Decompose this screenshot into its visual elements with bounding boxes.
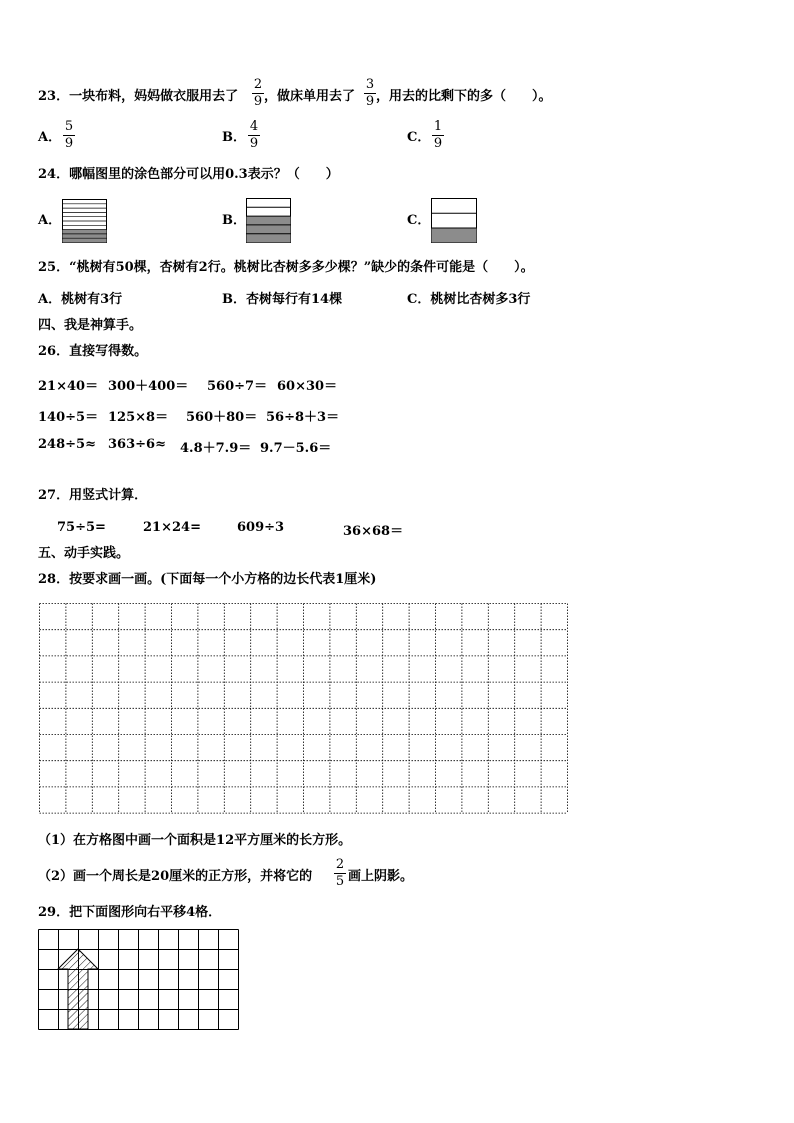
q27-item: 75÷5=: [57, 520, 106, 535]
q23-option-a-denominator: 9: [64, 136, 74, 151]
q23-stem-part1: 23．一块布料，妈妈做衣服用去了: [38, 89, 239, 104]
q26-item: 21×40＝: [38, 379, 99, 394]
q28-task-2-part2: 画上阴影。: [348, 869, 414, 884]
q29-stem: 29．把下面图形向右平移4格．: [38, 905, 222, 920]
q23-option-c-numerator: 1: [433, 119, 443, 134]
q27-stem: 27．用竖式计算．: [38, 488, 148, 503]
q24-figure-c-shading: [432, 228, 477, 243]
q24-stem: 24．哪幅图里的涂色部分可以用0.3表示？（ ）: [38, 167, 339, 182]
q24-figure-a[interactable]: [62, 199, 108, 244]
q23-option-a-numerator: 5: [64, 119, 74, 134]
section-4-heading: 四、我是神算手。: [38, 318, 143, 333]
section-5-heading: 五、动手实践。: [38, 546, 130, 561]
q23-f1-denominator: 9: [253, 94, 263, 109]
q28-drawing-grid[interactable]: [39, 603, 569, 815]
q26-item: 4.8＋7.9＝: [180, 441, 252, 456]
q27-item: 609÷3: [237, 520, 285, 535]
q23-option-b-label: B．: [222, 130, 246, 145]
q28-task-2-fraction: [334, 858, 346, 889]
q23-f1-numerator: 2: [253, 77, 263, 92]
q27-item: 21×24=: [143, 520, 201, 535]
q23-f2-numerator: 3: [365, 77, 375, 92]
q28-task-2-part1: （2）画一个周长是20厘米的正方形，并将它的: [38, 869, 313, 884]
q28-stem: 28．按要求画一画。(下面每一个小方格的边长代表1厘米): [38, 572, 377, 587]
q23-option-b-fraction[interactable]: [248, 120, 260, 151]
q23-option-c-fraction[interactable]: [432, 120, 444, 151]
q25-option-c[interactable]: C．桃树比杏树多3行: [407, 292, 531, 307]
q25-option-a[interactable]: A．桃树有3行: [38, 292, 123, 307]
q26-item: 56÷8＋3＝: [266, 410, 340, 425]
q23-option-c-label: C．: [407, 130, 431, 145]
q26-item: 560÷7＝: [207, 379, 268, 394]
q26-item: 140÷5＝: [38, 410, 99, 425]
q23-fraction-1: [252, 78, 264, 109]
q25-stem: 25．“桃树有50棵，杏树有2行。桃树比杏树多多少棵？”缺少的条件可能是（ ）。: [38, 260, 534, 275]
q24-option-a-label: A．: [38, 213, 62, 228]
q24-option-c-label: C．: [407, 213, 431, 228]
q24-figure-b[interactable]: [246, 198, 292, 244]
q26-item: 125×8＝: [108, 410, 169, 425]
q26-item: 300＋400＝: [108, 379, 189, 394]
q24-figure-c[interactable]: [431, 198, 478, 244]
q29-translation-grid[interactable]: [38, 929, 243, 1031]
q28-task-1: （1）在方格图中画一个面积是12平方厘米的长方形。: [38, 833, 352, 848]
q23-f2-denominator: 9: [365, 94, 375, 109]
q23-option-b-denominator: 9: [249, 136, 259, 151]
q28-task-2-denominator: 5: [335, 874, 345, 889]
q23-option-a-label: A．: [38, 130, 62, 145]
q26-item: 9.7－5.6＝: [260, 441, 332, 456]
q24-figure-a-shading: [63, 230, 107, 243]
q23-option-b-numerator: 4: [249, 119, 259, 134]
q26-item: 363÷6≈: [108, 437, 166, 452]
q23-stem-part2: ，做床单用去了: [264, 89, 356, 104]
q23-stem-part3: ，用去的比剩下的多（ ）。: [376, 89, 552, 104]
q26-item: 560＋80＝: [186, 410, 258, 425]
q25-option-b[interactable]: B．杏树每行有14棵: [222, 292, 343, 307]
q23-option-a-fraction[interactable]: [63, 120, 75, 151]
q24-option-b-label: B．: [222, 213, 246, 228]
q24-figure-b-shading: [247, 216, 291, 242]
q23-fraction-2: [364, 78, 376, 109]
q26-stem: 26．直接写得数。: [38, 344, 148, 359]
q23-option-c-denominator: 9: [433, 136, 443, 151]
q26-item: 248÷5≈: [38, 437, 96, 452]
q26-item: 60×30＝: [277, 379, 338, 394]
q28-task-2-numerator: 2: [335, 857, 345, 872]
q27-item: 36×68＝: [343, 524, 404, 539]
